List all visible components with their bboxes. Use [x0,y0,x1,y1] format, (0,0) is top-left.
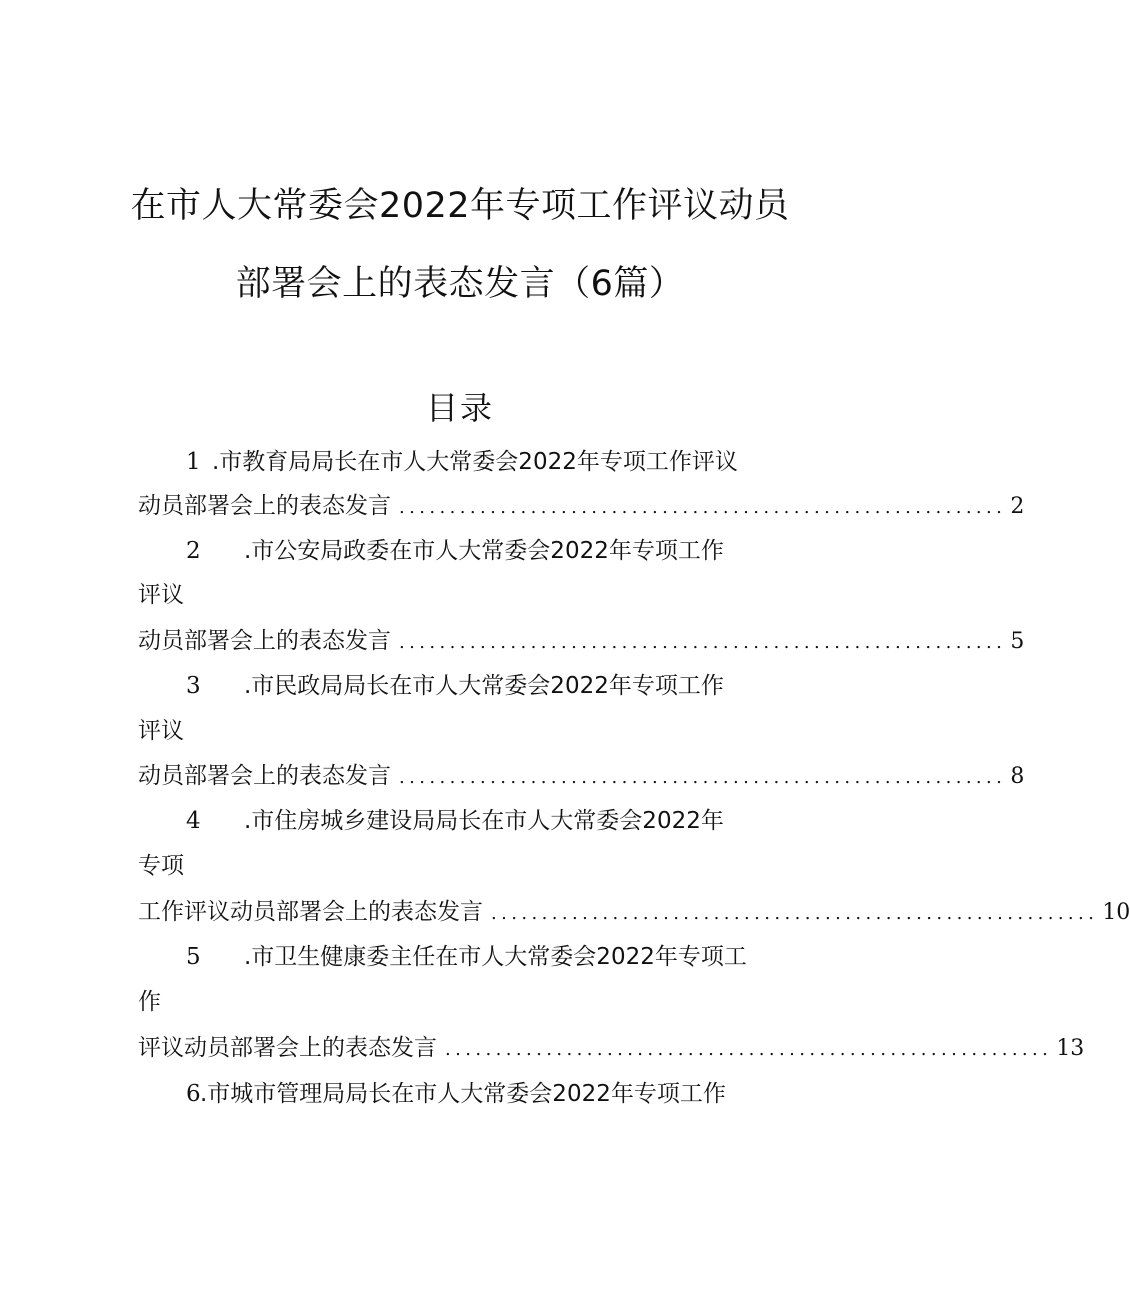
toc-page-number: 10 [1102,900,1130,925]
dot-leader: ............................................................ [399,767,1007,788]
toc-item-title: .市城市管理局局长在市人大常委会2022年专项工作 [200,1081,726,1107]
toc-page-number: 8 [1010,764,1025,789]
toc-item-title: .市住房城乡建设局局长在市人大常委会2022年 [244,808,724,834]
toc-item-title-cont: 动员部署会上的表态发言 [138,493,391,519]
toc-item-title: .市教育局局长在市人大常委会2022年专项工作评议 [212,449,738,475]
toc-item-3-wrap: 评议 [138,718,184,744]
toc-item-title-cont: 工作评议动员部署会上的表态发言 [138,899,483,925]
toc-page-number: 5 [1010,629,1025,654]
toc-item-2-leader[interactable] [138,626,1025,658]
toc-item-4-leader[interactable] [138,897,1130,929]
toc-item-1-leader[interactable] [138,491,1025,523]
toc-item-title: .市民政局局长在市人大常委会2022年专项工作 [244,673,724,699]
toc-item-3-leader[interactable] [138,761,1025,793]
toc-heading: 目录 [425,389,494,427]
toc-page-number: 2 [1010,494,1025,519]
toc-item-4-wrap: 专项 [138,853,184,879]
toc-item-number: 5 [186,944,201,970]
toc-item-title: .市公安局政委在市人大常委会2022年专项工作 [244,538,724,564]
toc-item-title-cont: 评议动员部署会上的表态发言 [138,1035,437,1061]
document-title-line-2: 部署会上的表态发言（6篇） [235,264,685,304]
toc-item-number: 4 [186,808,201,834]
toc-item-title-cont: 动员部署会上的表态发言 [138,763,391,789]
toc-page-number: 13 [1056,1036,1085,1061]
toc-item-5-wrap: 作 [138,989,161,1015]
toc-item-number: 2 [186,538,201,564]
dot-leader: ............................................................ [399,497,1007,518]
toc-item-number: 1 [186,449,201,475]
toc-item-number: 3 [186,673,201,699]
toc-item-2-wrap: 评议 [138,582,184,608]
toc-item-title-cont: 动员部署会上的表态发言 [138,628,391,654]
toc-item-5-leader[interactable] [138,1033,1085,1065]
toc-item-title: .市卫生健康委主任在市人大常委会2022年专项工 [244,944,747,970]
document-title-line-1: 在市人大常委会2022年专项工作评议动员 [130,186,790,226]
dot-leader: ............................................................ [399,632,1007,653]
toc-item-number: 6 [186,1081,201,1107]
dot-leader: ............................................................ [491,903,1099,924]
dot-leader: ............................................................ [445,1039,1053,1060]
